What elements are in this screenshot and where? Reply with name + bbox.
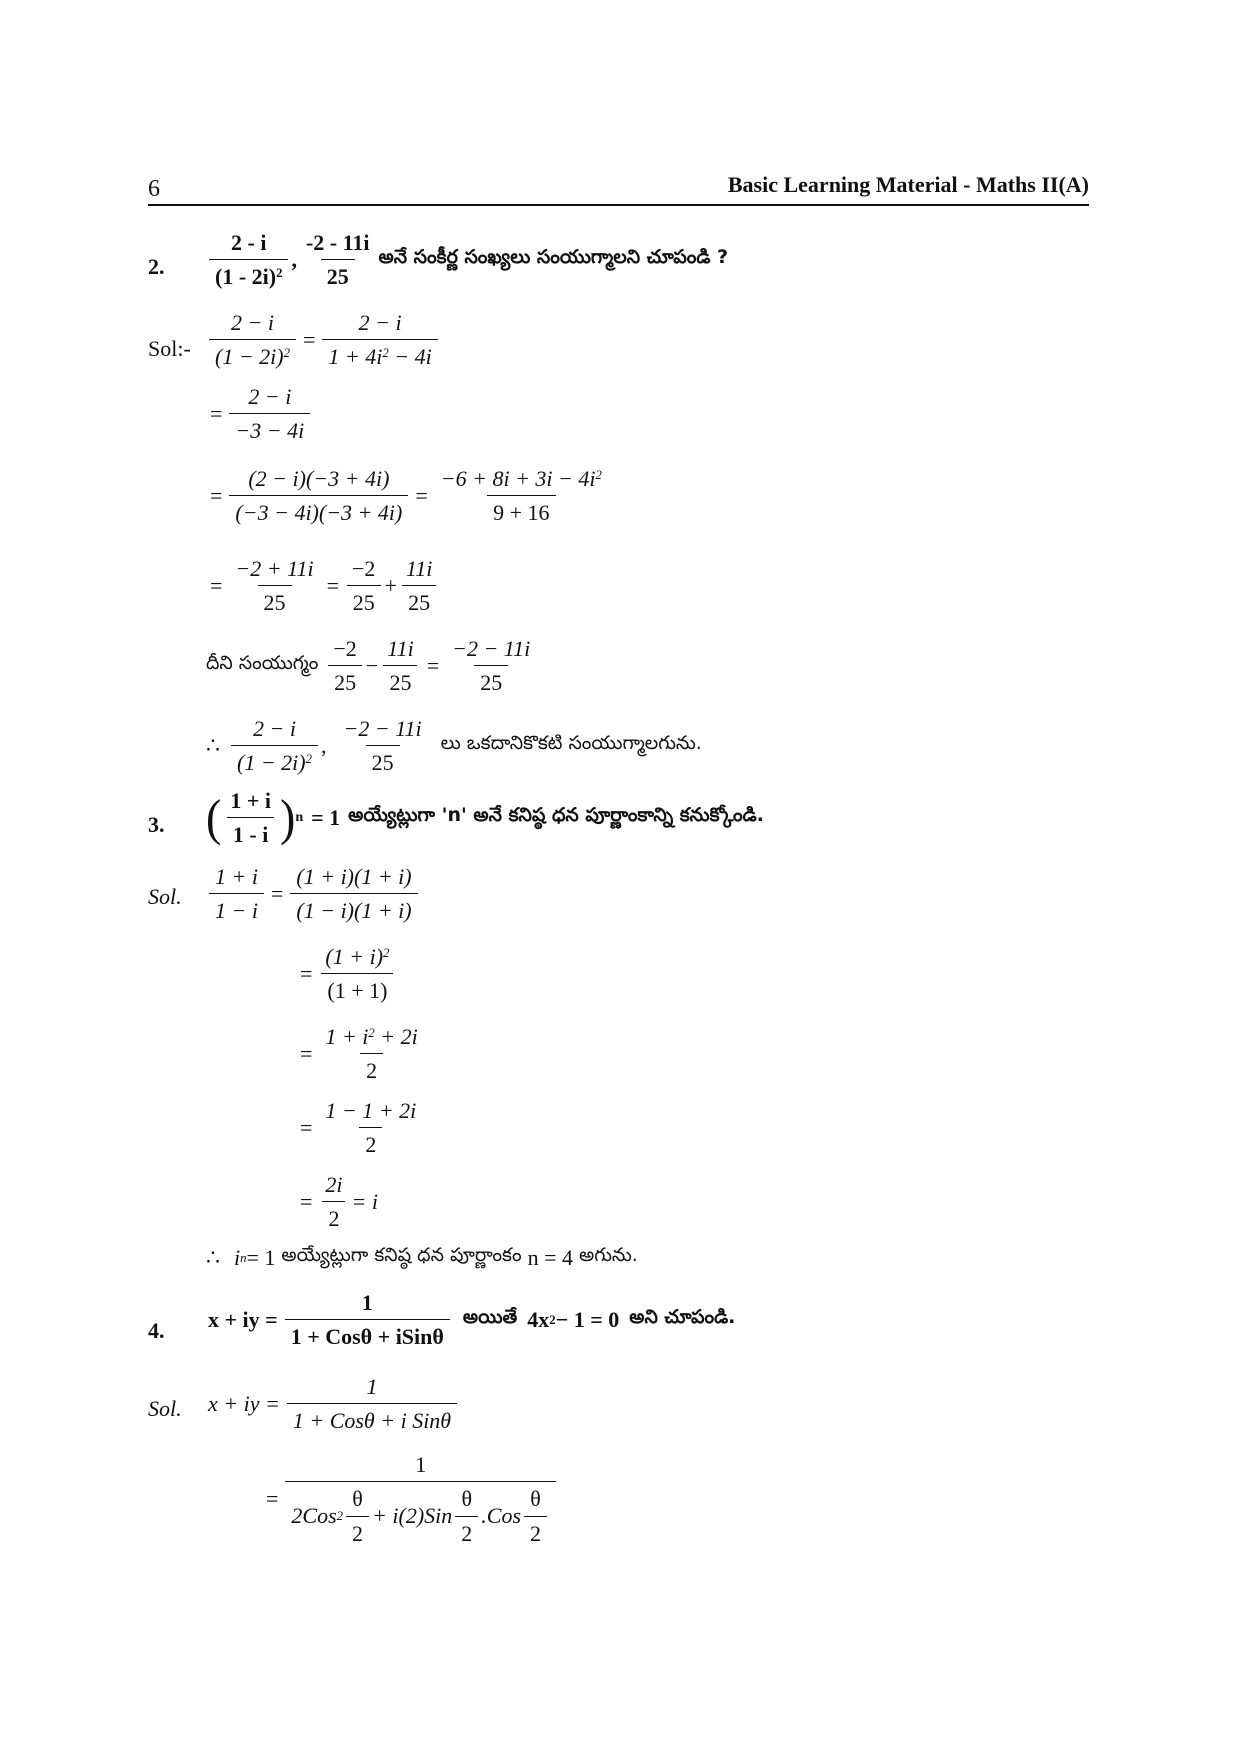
- header-title: Basic Learning Material - Maths II(A): [727, 172, 1089, 197]
- question-2-statement: $\frac{2 - i}{(1 - 2i)^2}$ , $\frac{-2 - 11i}{25}$ అనే సంకీర్ణ సంఖ్యలు సంయుగ్మాలని చూపండి ?: [206, 230, 728, 290]
- question-2-number: 2.: [148, 254, 165, 279]
- question-3-number: 3.: [148, 812, 165, 837]
- q2-solution-label: Sol:-: [148, 336, 191, 361]
- q2-step-3: = $\frac{(2 - i)(-3 + 4i)}{(-3 - 4i)(-3 + 4i)}$ = $\frac{-6 + 8i + 3i - 4i^2}{9 + 16}$: [210, 466, 602, 526]
- q2-fraction-1: $\frac{2 - i}{(1 - 2i)^2}$: [209, 230, 288, 290]
- page-number: 6: [148, 176, 160, 202]
- question-4-number: 4.: [148, 1318, 165, 1343]
- question-4-statement: x + iy = $\frac{1}{\text{1 + Cosθ + iSinθ}}$ అయితే 4x 2 − 1 = 0 అని చూపండి.: [208, 1290, 736, 1350]
- q3-step-4: = $\frac{1 - 1 + 2i}{2}$: [300, 1098, 417, 1158]
- question-3-statement: ( $\frac{1 + i}{1 - i}$ ) n = 1 అయ్యేట్లుగా 'n' అనే కనిష్ఠ ధన పూర్ణాంకాన్ని కనుక్కోండి.: [206, 788, 764, 848]
- q4-solution-label: Sol.: [148, 1396, 182, 1421]
- q2-conjugate-line: దీని సంయుగ్మం $\frac{-2}{25}$ − $\frac{11i}{25}$ = $\frac{-2 - 11i}{25}$: [206, 636, 531, 696]
- q3-step-1: $\frac{1 + i}{1 - i}$ = $\frac{(1 + i)(1 + i)}{(1 - i)(1 + i)}$: [206, 864, 421, 924]
- q3-step-2: = $\frac{(1 + i)^2}{(1 + 1)}$: [296, 944, 398, 1004]
- question-3-text: అయ్యేట్లుగా 'n' అనే కనిష్ఠ ధన పూర్ణాంకాన్ని కనుక్కోండి.: [348, 804, 764, 827]
- question-2-text: అనే సంకీర్ణ సంఖ్యలు సంయుగ్మాలని చూపండి ?: [378, 246, 729, 269]
- q2-step-1: $\frac{2 - i}{(1 - 2i)^2}$ = $\frac{2 - i}{1 + 4i^2 - 4i}$: [206, 310, 441, 370]
- q4-step-2: = 1 2Cos 2 $\frac{\theta}{2}$ + i(2)Sin $\frac{\theta}{2}$ .Cos $\frac{\theta}{2}$: [262, 1452, 559, 1546]
- q3-solution-label: Sol.: [148, 884, 182, 909]
- q2-step-4: = $\frac{-2 + 11i}{25}$ = $\frac{-2}{25}$ + $\frac{11i}{25}$: [206, 556, 441, 616]
- q4-step-1: x + iy = $\frac{1}{\text{1 + Cosθ + i Sinθ}}$: [208, 1374, 460, 1434]
- q3-step-5: = $\frac{2i}{2}$ = i: [300, 1172, 379, 1232]
- q3-step-3: = $\frac{1 + i^2 + 2i}{2}$: [300, 1024, 418, 1084]
- q3-conclusion: ∴ i n = 1 అయ్యేట్లుగా కనిష్ఠ ధన పూర్ణాంకం n = 4 అగును.: [206, 1244, 638, 1270]
- q2-fraction-2: $\frac{-2 - 11i}{25}$: [305, 230, 370, 290]
- header-divider: [148, 204, 1089, 206]
- q2-step-2: = $\frac{2 - i}{-3 - 4i}$: [206, 384, 313, 444]
- q2-conclusion: ∴ $\frac{2 - i}{(1 - 2i)^2}$ , $\frac{-2 - 11i}{25}$ లు ఒకదానికొకటి సంయుగ్మాలగును.: [206, 716, 702, 776]
